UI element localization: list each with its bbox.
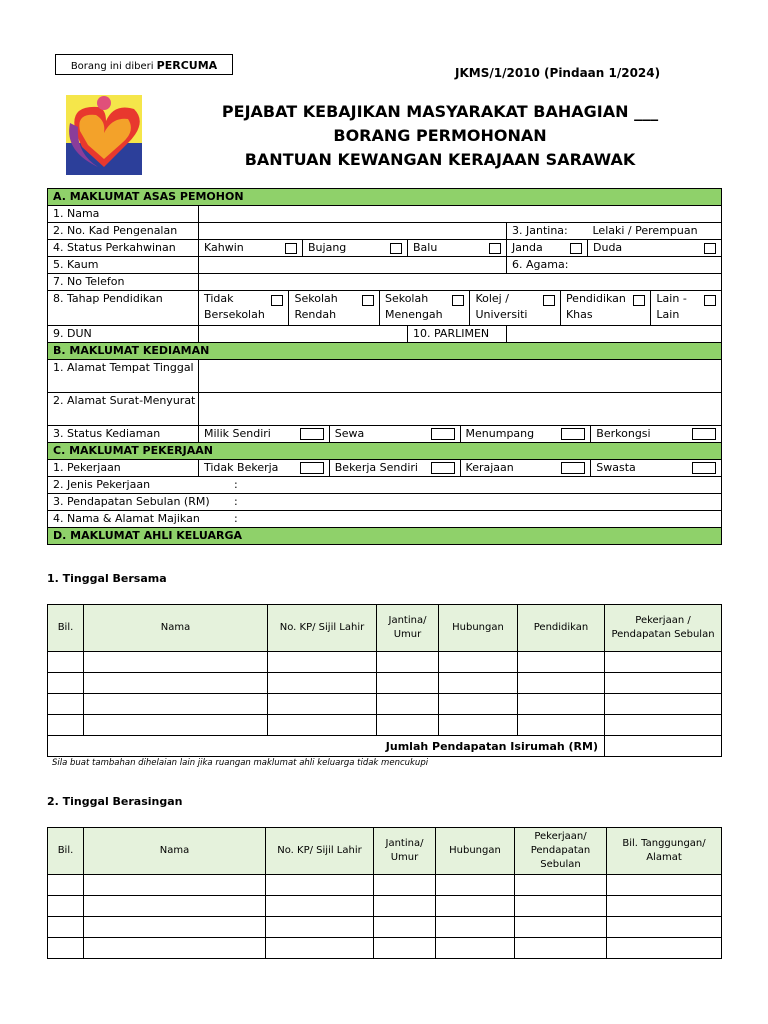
pekerjaan-options [199,460,722,477]
option-balu[interactable] [408,240,507,257]
option-pendidikan-khas[interactable] [561,291,651,325]
label-alamat-surat: 2. Alamat Surat-Menyurat [48,393,199,426]
pendidikan-options [199,291,722,326]
checkbox[interactable] [271,295,283,306]
label-status-perkahwinan: 4. Status Perkahwinan [48,240,199,257]
option-label: Sekolah Rendah [294,292,338,321]
col-header: Jantina/ Umur [377,605,439,652]
checkbox[interactable] [390,243,402,254]
checkbox[interactable] [285,243,297,254]
label-nama: 1. Nama [48,206,199,223]
subheading-tinggal-bersama: 1. Tinggal Bersama [47,572,167,585]
option-label: Kerajaan [465,461,514,474]
jkm-logo [58,93,148,181]
label-kad: 2. No. Kad Pengenalan [48,223,199,240]
col-header: Pekerjaan / Pendapatan Sebulan [605,605,722,652]
checkbox[interactable] [704,295,716,306]
input-nama[interactable] [199,206,722,223]
col-header: No. KP/ Sijil Lahir [268,605,377,652]
option-kolej-universiti[interactable] [470,291,560,325]
checkbox[interactable] [570,243,582,254]
option-lain-lain[interactable] [651,291,721,325]
input-kaum[interactable] [199,257,507,274]
option-sekolah-menengah[interactable] [380,291,470,325]
row-majikan[interactable] [48,511,722,528]
label-status-kediaman: 3. Status Kediaman [48,426,199,443]
subheading-tinggal-berasingan: 2. Tinggal Berasingan [47,795,183,808]
option-label: Pendidikan Khas [565,292,626,321]
input-alamat-tinggal[interactable] [199,360,722,393]
label-majikan: 4. Nama & Alamat Majikan [53,512,200,525]
option-milik-sendiri[interactable] [199,426,330,442]
label-pekerjaan: 1. Pekerjaan [48,460,199,477]
checkbox[interactable] [300,428,324,440]
label-jantina: 3. Jantina: [507,223,588,240]
col-header: Jantina/ Umur [374,828,436,875]
title-line-2: BORANG PERMOHONAN [333,126,547,145]
option-label: Kolej / Universiti [475,292,528,321]
table-row[interactable] [48,875,722,896]
label-telefon: 7. No Telefon [48,274,199,291]
colon: : [234,495,238,508]
colon: : [234,512,238,525]
title-line-1: PEJABAT KEBAJIKAN MASYARAKAT BAHAGIAN ___ [221,102,659,121]
checkbox[interactable] [692,428,716,440]
option-bujang[interactable] [303,240,408,257]
option-label: Sekolah Menengah [384,292,443,321]
label-dun: 9. DUN [48,326,199,343]
free-notice-bold: PERCUMA [156,59,218,72]
col-header: Bil. Tanggungan/ Alamat [607,828,722,875]
option-kahwin[interactable] [199,240,303,257]
table-row[interactable] [48,673,722,694]
option-tidak-bekerja[interactable] [199,460,330,476]
form-code: JKMS/1/2010 (Pindaan 1/2024) [455,66,661,80]
checkbox[interactable] [633,295,645,306]
col-header: Pendidikan [518,605,605,652]
checkbox[interactable] [362,295,374,306]
table-row[interactable] [48,938,722,959]
section-a-heading: A. MAKLUMAT ASAS PEMOHON [48,189,722,206]
option-duda[interactable] [588,240,722,257]
option-sekolah-rendah[interactable] [289,291,379,325]
label-pendidikan: 8. Tahap Pendidikan [48,291,199,326]
option-label: Kahwin [204,241,244,254]
free-notice-text: Borang ini diberi [70,61,154,72]
total-income-input[interactable] [605,736,722,757]
input-alamat-surat[interactable] [199,393,722,426]
option-label: Tidak Bersekolah [204,292,265,321]
option-label: Menumpang [465,427,535,440]
form-title [160,100,720,172]
col-header: No. KP/ Sijil Lahir [266,828,374,875]
option-label: Tidak Bekerja [204,461,279,474]
col-header: Bil. [48,828,84,875]
label-parlimen: 10. PARLIMEN [408,326,507,343]
option-sewa[interactable] [330,426,461,442]
col-header: Hubungan [439,605,518,652]
label-kaum: 5. Kaum [48,257,199,274]
row-pendapatan[interactable] [48,494,722,511]
option-janda[interactable] [507,240,588,257]
option-berkongsi[interactable] [591,426,721,442]
checkbox[interactable] [300,462,324,474]
table-tinggal-berasingan [47,827,722,959]
option-label: Bekerja Sendiri [334,461,418,474]
label-jenis-pekerjaan: 2. Jenis Pekerjaan [53,478,151,491]
col-header: Pekerjaan/ Pendapatan Sebulan [515,828,607,875]
label-alamat-tinggal: 1. Alamat Tempat Tinggal [48,360,199,393]
checkbox[interactable] [431,462,455,474]
option-label: Bujang [308,241,347,254]
option-label: Swasta [596,461,636,474]
input-parlimen[interactable] [507,326,722,343]
option-label: Sewa [334,427,365,440]
table-tinggal-bersama [47,604,722,757]
checkbox[interactable] [489,243,501,254]
option-swasta[interactable] [591,460,721,476]
checkbox[interactable] [431,428,455,440]
option-label: Milik Sendiri [204,427,271,440]
checkbox[interactable] [561,428,585,440]
checkbox[interactable] [452,295,464,306]
input-telefon[interactable] [199,274,722,291]
total-income-label: Jumlah Pendapatan Isirumah (RM) [48,736,605,757]
input-kad[interactable] [199,223,507,240]
checkbox[interactable] [704,243,716,254]
label-pendapatan: 3. Pendapatan Sebulan (RM) [53,495,210,508]
table-row[interactable] [48,896,722,917]
colon: : [234,478,238,491]
option-menumpang[interactable] [461,426,592,442]
title-line-3: BANTUAN KEWANGAN KERAJAAN SARAWAK [244,150,636,169]
col-header: Nama [84,828,266,875]
option-label: Duda [593,241,623,254]
table-row[interactable] [48,694,722,715]
checkbox[interactable] [543,295,555,306]
option-tidak-bersekolah[interactable] [199,291,289,325]
option-label: Janda [512,241,543,254]
col-header: Hubungan [436,828,515,875]
section-d-heading: D. MAKLUMAT AHLI KELUARGA [48,528,722,545]
option-kerajaan[interactable] [461,460,592,476]
section-b-heading: B. MAKLUMAT KEDIAMAN [48,343,722,360]
free-notice-box [55,54,233,75]
family-note: Sila buat tambahan dihelaian lain jika ruangan maklumat ahli keluarga tidak mencukupi [52,758,429,768]
table-row[interactable] [48,652,722,673]
option-bekerja-sendiri[interactable] [330,460,461,476]
jantina-options[interactable]: Lelaki / Perempuan [588,223,722,240]
col-header: Bil. [48,605,84,652]
table-row[interactable] [48,715,722,736]
checkbox[interactable] [561,462,585,474]
option-label: Lain - Lain [656,292,687,321]
kediaman-options [199,426,722,443]
input-dun[interactable] [199,326,408,343]
label-agama[interactable]: 6. Agama: [507,257,722,274]
table-row[interactable] [48,917,722,938]
application-form-table [47,188,722,545]
row-jenis-pekerjaan[interactable] [48,477,722,494]
col-header: Nama [84,605,268,652]
option-label: Balu [413,241,438,254]
option-label: Berkongsi [596,427,651,440]
section-c-heading: C. MAKLUMAT PEKERJAAN [48,443,722,460]
checkbox[interactable] [692,462,716,474]
